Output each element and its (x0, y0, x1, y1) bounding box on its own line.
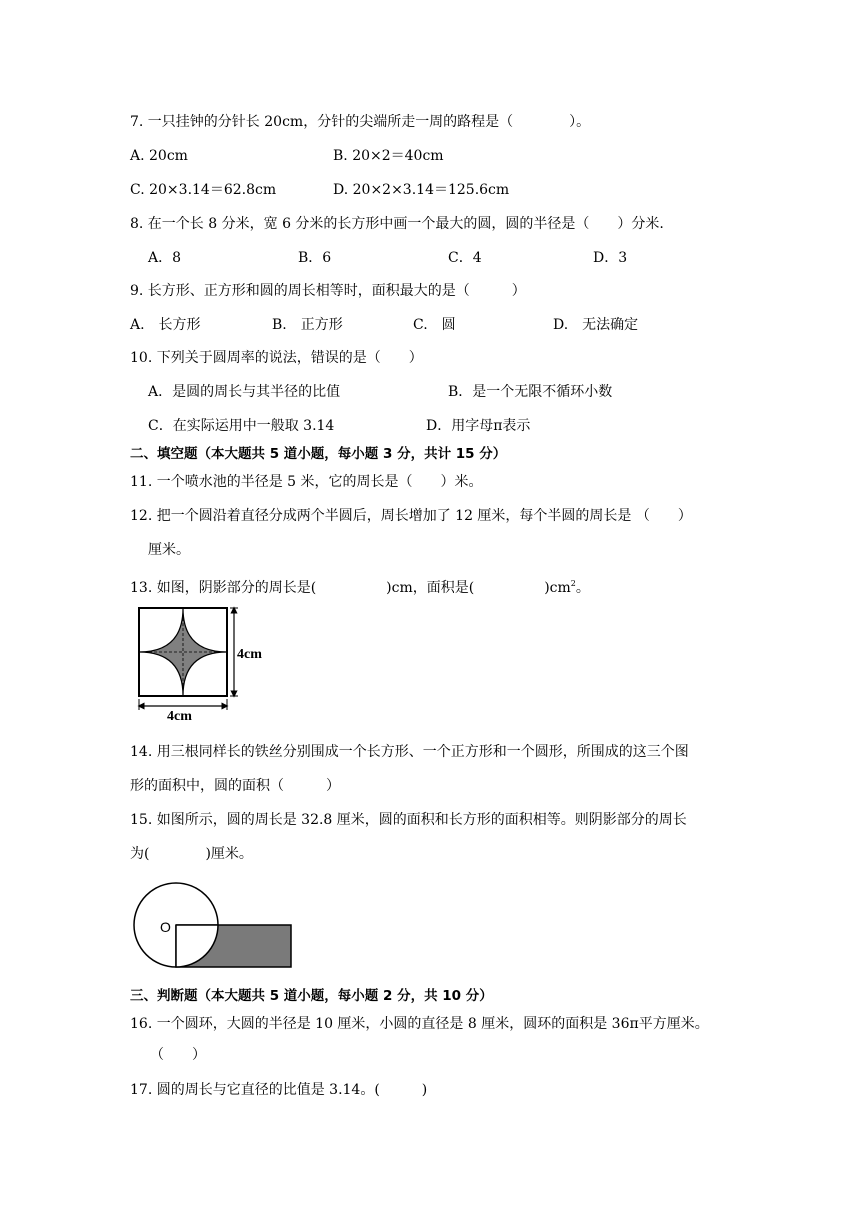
q17-text: 17. 圆的周长与它直径的比值是 3.14。( ) (130, 1082, 428, 1098)
q7-option-d: D. 20×2×3.14＝125.6cm (333, 182, 510, 198)
q7-stem: 7. 一只挂钟的分针长 20cm，分针的尖端所走一周的路程是（ ）。 (130, 114, 591, 130)
q13-text-main: 13. 如图，阴影部分的周长是( )cm，面积是( )cm (130, 580, 571, 596)
q16-text-line2: （ ） (150, 1047, 206, 1063)
q7-option-c: C. 20×3.14＝62.8cm (130, 182, 277, 198)
fig13-bottom-label: 4cm (167, 709, 192, 722)
q10-stem: 10. 下列关于圆周率的说法，错误的是（ ） (130, 350, 423, 366)
q9-option-d: D. 无法确定 (553, 317, 639, 333)
q9-option-a: A. 长方形 (130, 317, 201, 333)
q8-stem: 8. 在一个长 8 分米，宽 6 分米的长方形中画一个最大的圆，圆的半径是（ ）分米. (130, 216, 664, 232)
q14-text-line2: 形的面积中，圆的面积（ ） (130, 778, 340, 794)
q12-text-line1: 12. 把一个圆沿着直径分成两个半圆后，周长增加了 12 厘米，每个半圆的周长是 （ ） (130, 508, 692, 524)
section-heading-fill-in: 二、填空题（本大题共 5 道小题，每小题 3 分，共计 15 分） (130, 446, 507, 462)
q7-option-a: A. 20cm (130, 148, 188, 164)
q9-option-b: B. 正方形 (272, 317, 343, 333)
q10-option-d: D．用字母π表示 (426, 418, 531, 434)
q15-text-line1: 15. 如图所示，圆的周长是 32.8 厘米，圆的面积和长方形的面积相等。则阴影部分的周长 (130, 812, 687, 828)
q10-option-c: C．在实际运用中一般取 3.14 (148, 418, 335, 434)
q10-option-a: A．是圆的周长与其半径的比值 (148, 384, 341, 400)
figure-15-circle-rectangle (130, 878, 300, 972)
q8-option-d: D．3 (593, 250, 628, 266)
q13-text (130, 574, 590, 598)
q9-option-c: C. 圆 (413, 317, 456, 333)
section-heading-true-false: 三、判断题（本大题共 5 道小题，每小题 2 分，共 10 分） (130, 988, 493, 1004)
q11-text: 11. 一个喷水池的半径是 5 米，它的周长是（ ）米。 (130, 474, 483, 490)
q10-option-b: B．是一个无限不循环小数 (448, 384, 613, 400)
q9-stem: 9. 长方形、正方形和圆的周长相等时，面积最大的是（ ） (130, 283, 526, 299)
q16-text-line1: 16. 一个圆环，大圆的半径是 10 厘米，小圆的直径是 8 厘米，圆环的面积是 36π平方厘米。 (130, 1016, 709, 1032)
figure-13-square-arcs (130, 600, 270, 722)
q13-text-end: 。 (575, 580, 590, 596)
q12-text-line2: 厘米。 (148, 542, 190, 558)
q14-text-line1: 14. 用三根同样长的铁丝分别围成一个长方形、一个正方形和一个圆形，所围成的这三个图 (130, 744, 689, 760)
q8-option-c: C．4 (448, 250, 482, 266)
q15-text-line2: 为( )厘米。 (130, 846, 253, 862)
shaded-star-region (139, 608, 227, 696)
circle-center-label: O (160, 919, 171, 935)
fig13-side-label: 4cm (237, 647, 262, 662)
q13-superscript: 2 (570, 579, 576, 588)
q8-option-a: A．8 (148, 250, 182, 266)
q8-option-b: B．6 (298, 250, 332, 266)
q7-option-b: B. 20×2＝40cm (333, 148, 444, 164)
